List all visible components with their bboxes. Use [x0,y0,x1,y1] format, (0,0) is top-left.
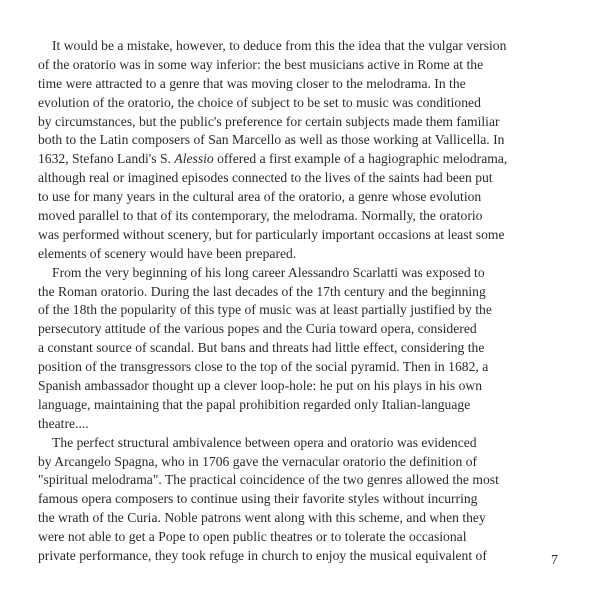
text-line-20: language, maintaining that the papal prohibition regarded only Italian-language [38,396,471,412]
text-line-18: position of the transgressors close to the top of the social pyramid. Then in 1682, a [38,359,489,375]
text-line-24: "spiritual melodrama". The practical coincidence of the two genres allowed the most [38,472,499,488]
italic-title-alessio: Alessio [174,151,214,167]
text-line-13: From the very beginning of his long career Alessandro Scarlatti was exposed to [52,264,485,280]
text-line-7-end: offered a first example of a hagiographic melodrama, [213,151,508,167]
text-line-17: a constant source of scandal. But bans and threats had little effect, considering the [38,340,485,356]
text-line-5: by circumstances, but the public's preference for certain subjects made them familiar [38,113,500,129]
text-line-14: the Roman oratorio. During the last decades of the 17th century and the beginning [38,283,486,299]
text-line-21: theatre.... [38,415,89,431]
body-text [38,37,558,566]
text-line-1: It would be a mistake, however, to deduce from this the idea that the vulgar version [52,38,507,53]
text-line-9: to use for many years in the cultural area of the oratorio, a genre whose evolution [38,189,482,205]
text-line-3: time were attracted to a genre that was moving closer to the melodrama. In the [38,75,466,91]
text-line-26: the wrath of the Curia. Noble patrons went along with this scheme, and when they [38,510,486,526]
text-line-7-start: 1632, Stefano Landi's S. [38,151,175,167]
text-line-19: Spanish ambassador thought up a clever loop-hole: he put on his plays in his own [38,378,483,394]
text-line-25: famous opera composers to continue using their favorite styles without incurring [38,491,478,507]
text-line-23: by Arcangelo Spagna, who in 1706 gave the vernacular oratorio the definition of [38,453,478,469]
text-line-8: although real or imagined episodes connected to the lives of the saints had been put [38,170,493,186]
text-line-15: of the 18th the popularity of this type of music was at least partially justified by the [38,302,492,318]
text-line-12: elements of scenery would have been prepared. [38,245,297,261]
text-line-27: were not able to get a Pope to open public theatres or to tolerate the occasional [38,529,467,545]
text-line-11: was performed without scenery, but for particularly important occasions at least some [38,226,505,242]
text-line-10: moved parallel to that of its contemporary, the melodrama. Normally, the oratorio [38,208,483,224]
text-line-22: The perfect structural ambivalence between opera and oratorio was evidenced [52,434,477,450]
text-line-28: private performance, they took refuge in church to enjoy the musical equivalent of [38,548,487,564]
text-line-7 [38,150,558,169]
text-line-16: persecutory attitude of the various popes and the Curia toward opera, considered [38,321,477,337]
text-line-6: both to the Latin composers of San Marcello as well as those working at Vallicella. In [38,132,505,148]
page-number: 7 [551,553,558,568]
text-line-4: evolution of the oratorio, the choice of subject to be set to music was conditioned [38,94,481,110]
text-line-2: of the oratorio was in some way inferior: the best musicians active in Rome at the [38,56,484,72]
